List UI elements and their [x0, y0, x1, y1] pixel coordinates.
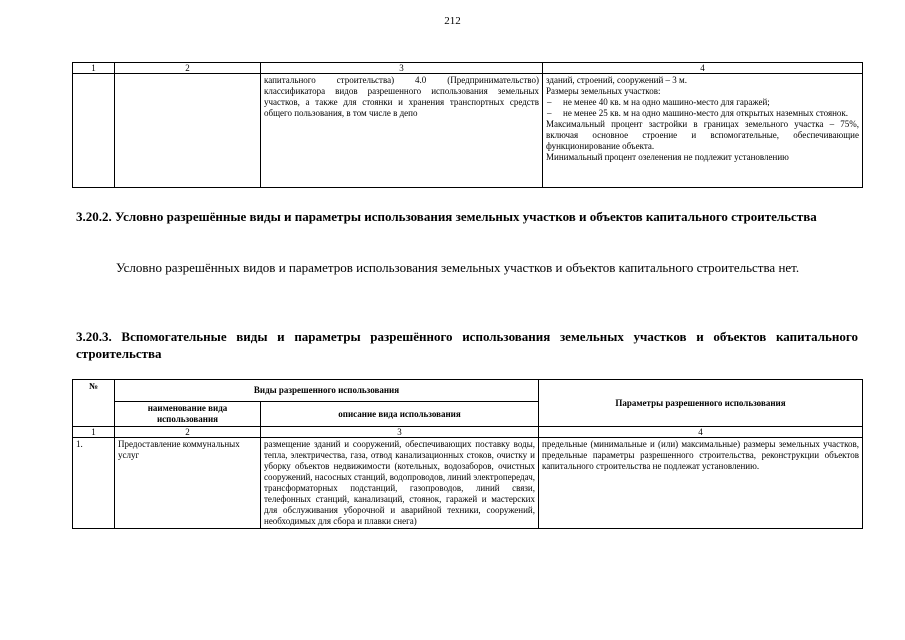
continuation-table — [72, 62, 863, 188]
header-use-name: наименование вида использования — [115, 402, 261, 427]
table-cell-name — [115, 74, 261, 188]
table-cell-description: капитального строительства) 4.0 (Предпринимательство) классификатора видов разрешенного использования земельных участков, а также для стоянки и хранения транспортных средств общего пользования, в том числе в депо — [261, 74, 543, 188]
column-number: 2 — [115, 427, 261, 438]
header-parameters: Параметры разрешенного использования — [539, 380, 863, 427]
column-number: 3 — [261, 63, 543, 74]
table-header-row — [73, 380, 863, 402]
page-number: 212 — [444, 15, 461, 27]
list-item: – не менее 40 кв. м на одно машино-место для гаражей; — [546, 97, 859, 108]
table-cell-number — [73, 74, 115, 188]
section-paragraph: Условно разрешённых видов и параметров использования земельных участков и объектов капитального строительства нет. — [116, 260, 800, 275]
column-number-row — [73, 63, 863, 74]
header-number: № — [73, 380, 115, 427]
table-row — [73, 438, 863, 529]
table-row — [73, 74, 863, 188]
column-number: 4 — [539, 427, 863, 438]
parameter-line: Размеры земельных участков: — [546, 86, 661, 96]
section-heading: 3.20.3. Вспомогательные виды и параметры разрешённого использования земельных участков и объектов капитального строительства — [76, 329, 858, 361]
column-number: 3 — [261, 427, 539, 438]
auxiliary-uses-table — [72, 379, 863, 529]
list-item: – не менее 25 кв. м на одно машино-место для открытых наземных стоянок. — [546, 108, 859, 119]
header-use-types: Виды разрешенного использования — [115, 380, 539, 402]
table-cell-description: размещение зданий и сооружений, обеспечивающих поставку воды, тепла, электричества, газа, отвод канализационных стоков, очистку и уборку объектов недвижимости (котельных, водозаборов, очистных сооружений, насосных станций, водопроводов, линий электропередач, трансформаторных подстанций, газопроводов, линий связи, телефонных станций, канализаций, стоянок, гаражей и мастерских для обслуживания уборочной и аварийной техники, сооружений, необходимых для сбора и плавки снега) — [261, 438, 539, 529]
parameter-line: зданий, строений, сооружений – 3 м. — [546, 75, 688, 85]
column-number: 1 — [73, 63, 115, 74]
header-use-description: описание вида использования — [261, 402, 539, 427]
section-heading: 3.20.2. Условно разрешённые виды и параметры использования земельных участков и объектов капитального строительства — [76, 209, 817, 224]
column-number: 1 — [73, 427, 115, 438]
parameter-line: Минимальный процент озеленения не подлежит установлению — [546, 152, 789, 162]
table-cell-number: 1. — [73, 438, 115, 529]
table-cell-name: Предоставление коммунальных услуг — [115, 438, 261, 529]
column-number: 4 — [543, 63, 863, 74]
parameter-list — [546, 97, 859, 119]
column-number-row — [73, 427, 863, 438]
parameter-line: Максимальный процент застройки в границах земельного участка – 75%, включая основное строение и вспомогательные, обеспечивающие функционирование объекта. — [546, 119, 859, 151]
table-cell-parameters — [543, 74, 863, 188]
column-number: 2 — [115, 63, 261, 74]
table-cell-parameters: предельные (минимальные и (или) максимальные) размеры земельных участков, предельные параметры разрешенного строительства, реконструкции объектов капитального строительства не подлежат установлению. — [539, 438, 863, 529]
